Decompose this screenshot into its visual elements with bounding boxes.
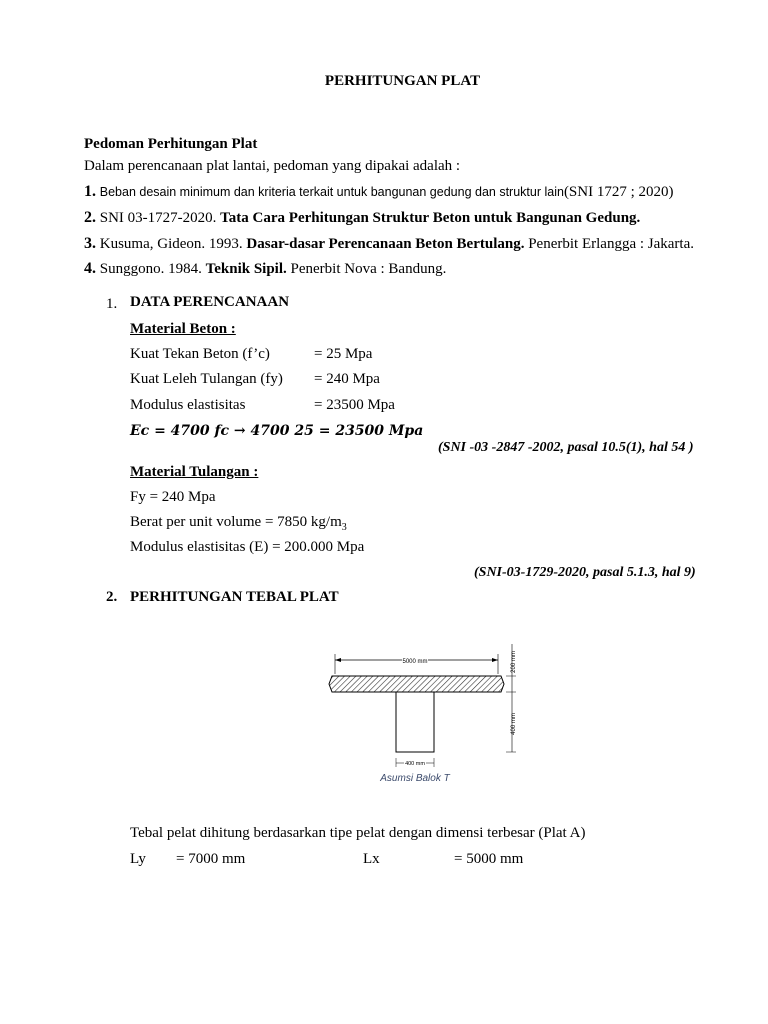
section-1-heading: DATA PERENCANAAN bbox=[130, 294, 290, 310]
ref-after: Penerbit Erlangga : Jakarta. bbox=[528, 236, 694, 252]
beton-citation: (SNI -03 -2847 -2002, pasal 10.5(1), hal 54 ) bbox=[438, 440, 694, 455]
ref-title: Tata Cara Perhitungan Struktur Beton untuk Bangunan Gedung. bbox=[220, 210, 641, 226]
width-label: 5000 mm bbox=[402, 659, 428, 665]
reference-4 bbox=[84, 260, 446, 278]
ref-plain: Sunggono. 1984. bbox=[99, 261, 202, 277]
ref-title: Dasar-dasar Perencanaan Beton Bertulang. bbox=[246, 236, 525, 252]
beton-row-label: Kuat Leleh Tulangan (fy) bbox=[130, 371, 283, 387]
section-2-number: 2. bbox=[106, 589, 118, 605]
ref-plain: Kusuma, Gideon. 1993. bbox=[99, 236, 243, 252]
berat-unit-sub: 3 bbox=[341, 522, 347, 533]
web-height-label: 400 mm bbox=[511, 713, 517, 735]
t-beam-diagram bbox=[320, 638, 520, 788]
beton-row-value: = 240 Mpa bbox=[314, 371, 380, 387]
lx-value: = 5000 mm bbox=[454, 851, 524, 867]
beton-row-value: = 23500 Mpa bbox=[314, 397, 395, 413]
ec-formula: Ec = 4700 fc → 4700 25 = 23500 Mpa bbox=[130, 423, 424, 439]
ref-title: Teknik Sipil. bbox=[205, 261, 287, 277]
arrow-head bbox=[492, 658, 498, 662]
ref-title: Beban desain minimum dan kriteria terkait untuk bangunan gedung dan struktur lain bbox=[99, 185, 564, 199]
beton-row-label: Modulus elastisitas bbox=[130, 397, 246, 413]
ly-label: Ly bbox=[130, 851, 146, 867]
web-width-label: 400 mm bbox=[405, 761, 425, 767]
ref-number: 3. bbox=[84, 235, 96, 252]
tulangan-modulus: Modulus elastisitas (E) = 200.000 Mpa bbox=[130, 539, 365, 555]
ly-value: = 7000 mm bbox=[176, 851, 246, 867]
ref-number: 2. bbox=[84, 209, 96, 226]
beton-row-label: Kuat Tekan Beton (f’c) bbox=[130, 346, 270, 362]
arrow-head bbox=[335, 658, 341, 662]
beton-row-value: = 25 Mpa bbox=[314, 346, 373, 362]
tulangan-citation: (SNI-03-1729-2020, pasal 5.1.3, hal 9) bbox=[474, 565, 696, 580]
tulangan-berat bbox=[130, 514, 347, 533]
page-title: PERHITUNGAN PLAT bbox=[324, 73, 481, 89]
flange-thickness-label: 200 mm bbox=[511, 651, 517, 673]
tulangan-fy: Fy = 240 Mpa bbox=[130, 489, 216, 505]
ref-after: Penerbit Nova : Bandung. bbox=[290, 261, 447, 277]
flange-slab bbox=[329, 676, 504, 692]
reference-2 bbox=[84, 209, 640, 227]
ref-number: 4. bbox=[84, 260, 96, 277]
section-2-heading: PERHITUNGAN TEBAL PLAT bbox=[130, 589, 339, 605]
material-tulangan-heading: Material Tulangan : bbox=[130, 464, 259, 480]
ref-number: 1. bbox=[84, 183, 96, 200]
reference-3 bbox=[84, 235, 694, 253]
berat-text: Berat per unit volume = 7850 kg/m bbox=[130, 514, 342, 530]
pedoman-intro: Dalam perencanaan plat lantai, pedoman yang dipakai adalah : bbox=[84, 158, 461, 174]
beam-web bbox=[396, 692, 434, 752]
tebal-pelat-text: Tebal pelat dihitung berdasarkan tipe pelat dengan dimensi terbesar (Plat A) bbox=[130, 825, 586, 841]
material-beton-heading: Material Beton : bbox=[130, 321, 236, 337]
lx-label: Lx bbox=[363, 851, 380, 867]
ref-suffix: (SNI 1727 ; 2020) bbox=[563, 184, 674, 200]
pedoman-heading: Pedoman Perhitungan Plat bbox=[84, 136, 258, 152]
ref-plain: SNI 03-1727-2020. bbox=[99, 210, 217, 226]
reference-1 bbox=[84, 183, 674, 201]
diagram-caption: Asumsi Balok T bbox=[380, 773, 450, 784]
section-1-number: 1. bbox=[106, 296, 118, 312]
